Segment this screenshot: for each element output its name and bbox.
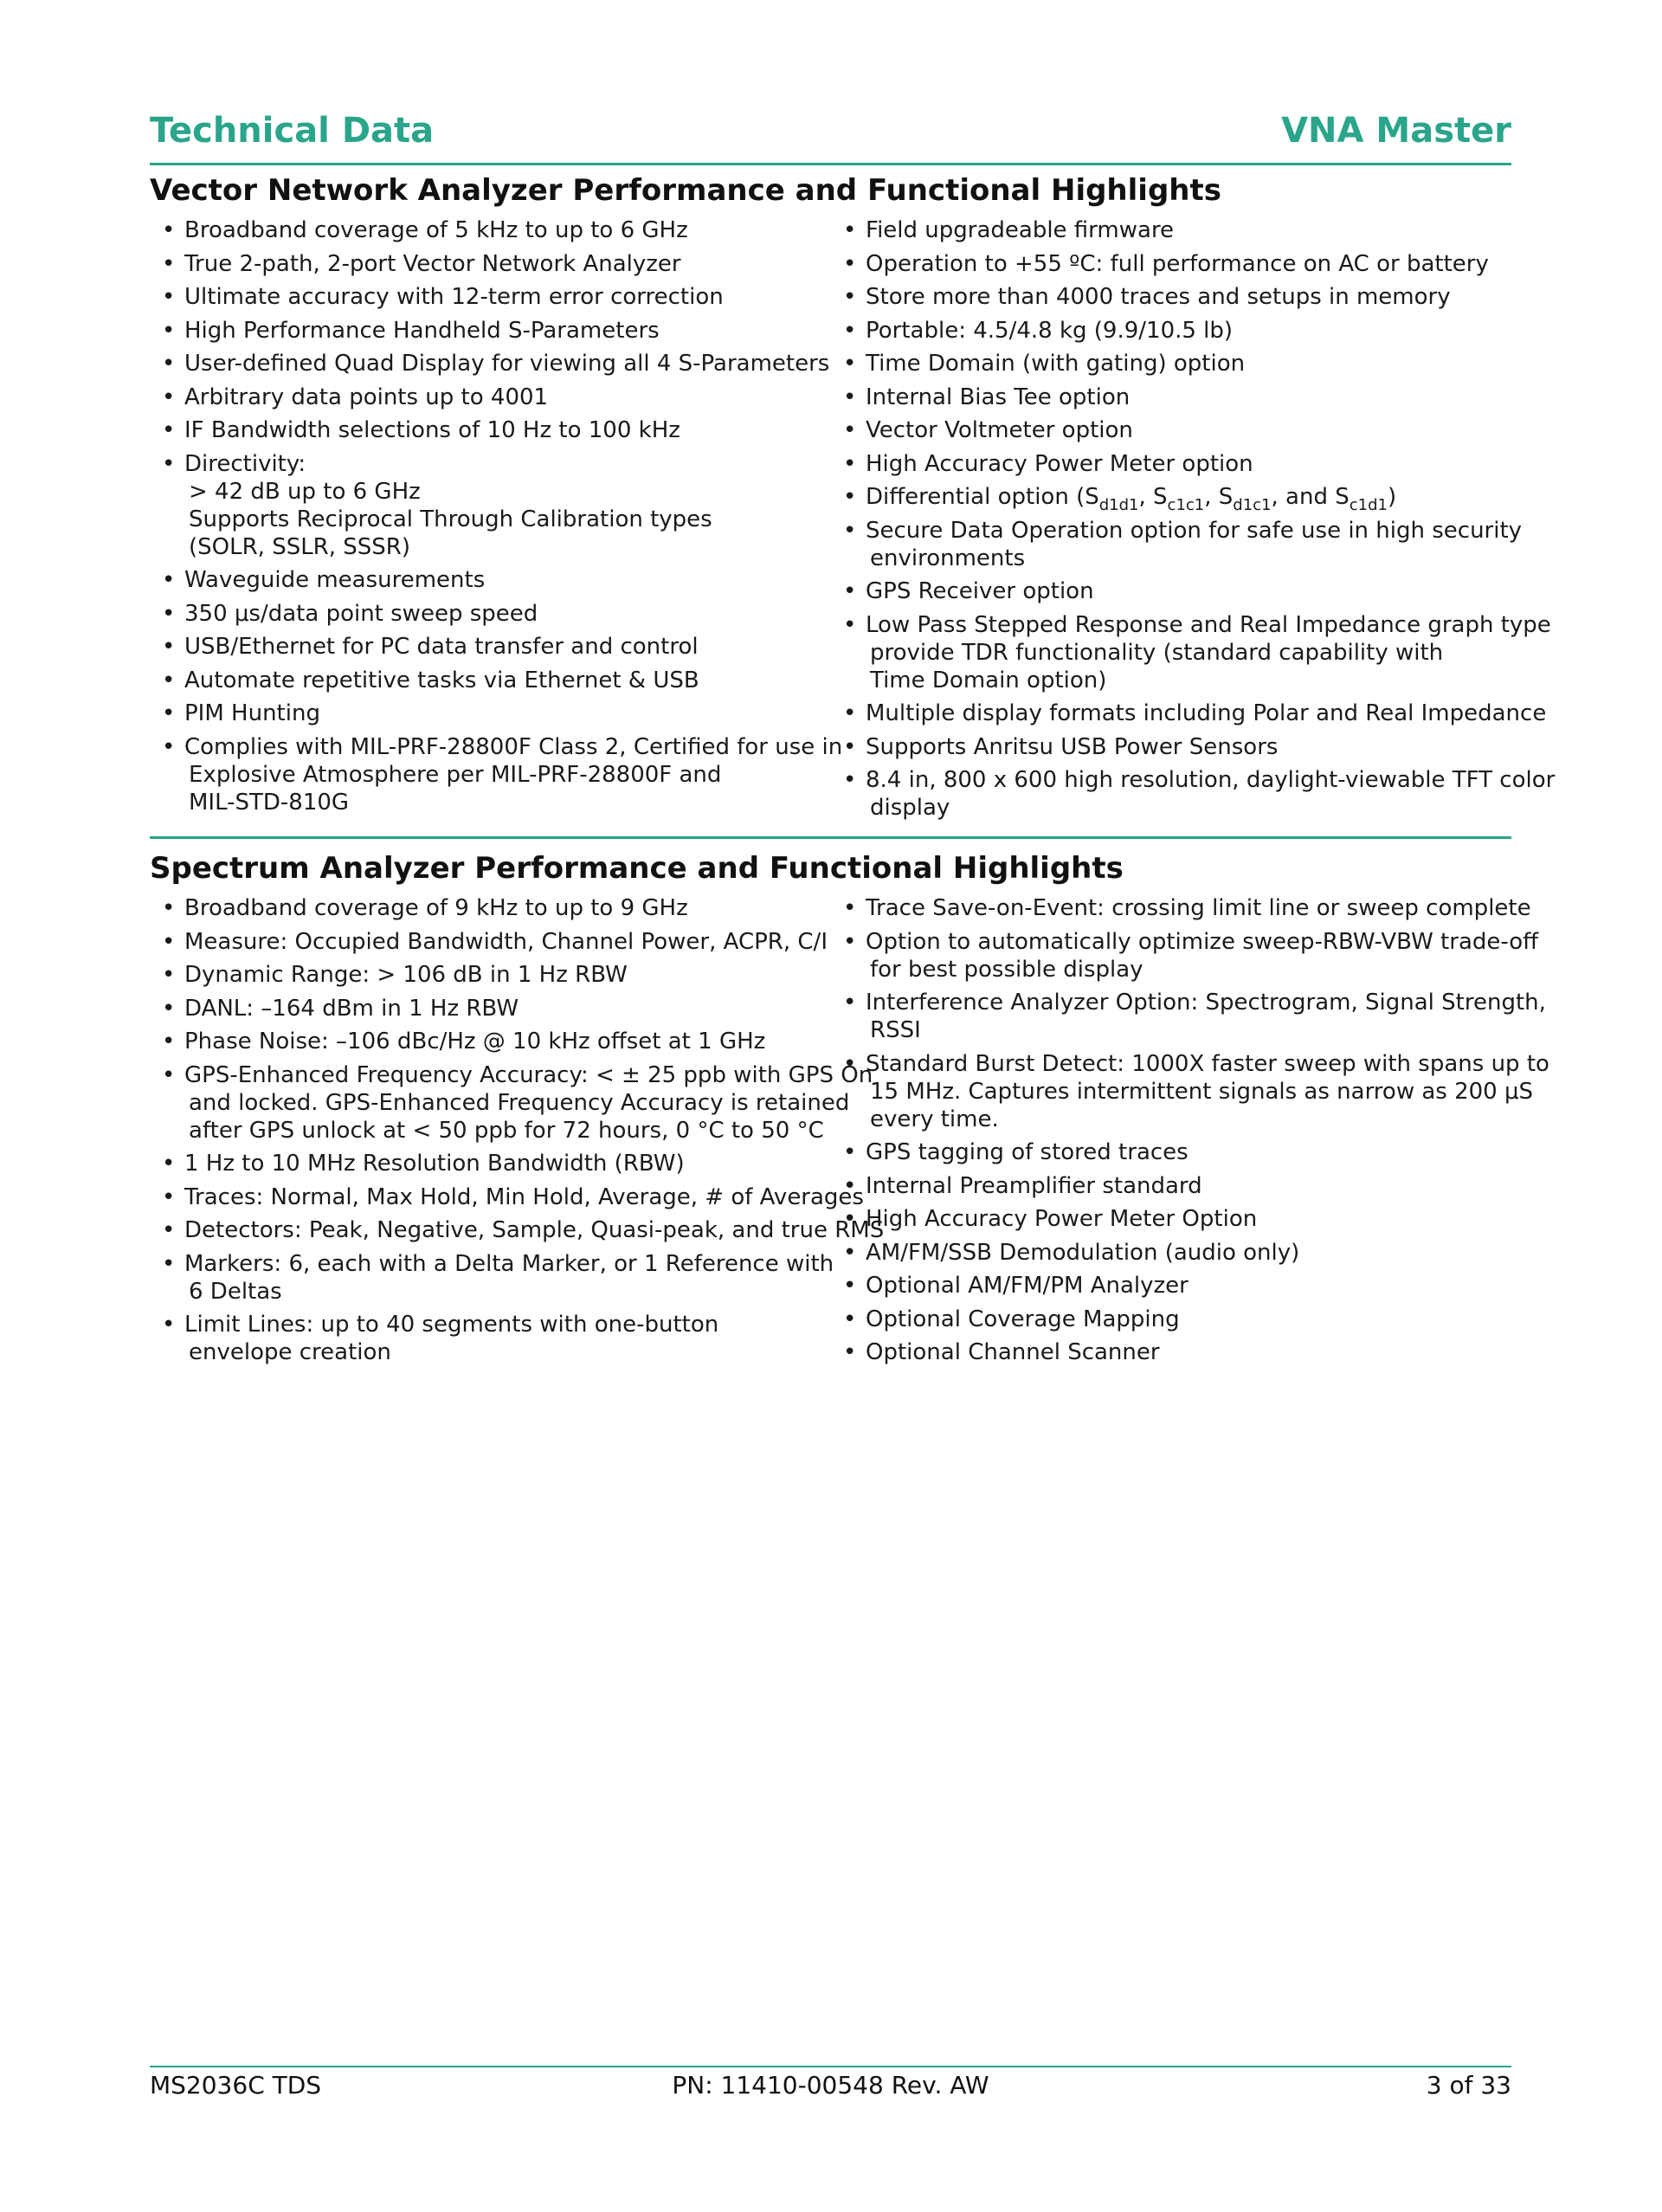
list-item-text: • USB/Ethernet for PC data transfer and control [184, 634, 699, 660]
list-item [157, 928, 828, 956]
list-item-text: • High Accuracy Power Meter Option [866, 1206, 1258, 1232]
list-item [157, 317, 823, 345]
list-item [838, 250, 1522, 278]
list-item [838, 216, 1522, 244]
list-item [157, 1061, 873, 1145]
vna-right-list-b [838, 517, 1556, 822]
list-item-text: • Dynamic Range: > 106 dB in 1 Hz RBW [184, 962, 628, 988]
list-item-text: • 8.4 in, 800 x 600 high resolution, daylight-viewable TFT color [866, 767, 1556, 793]
list-item [157, 894, 823, 922]
list-item [838, 283, 1522, 311]
list-item-text: • High Performance Handheld S-Parameters [184, 317, 660, 344]
list-item-text: • Internal Preamplifier standard [866, 1172, 1202, 1199]
list-item-continuation: MIL-STD-810G [189, 789, 350, 816]
list-item-text: • Markers: 6, each with a Delta Marker, or 1 Reference with [184, 1250, 834, 1277]
sa-left-column [157, 894, 885, 1372]
list-item-text: • Supports Anritsu USB Power Sensors [866, 733, 1279, 760]
s-param-sub: d1d1 [1098, 496, 1139, 514]
list-item [157, 633, 823, 661]
list-item [157, 283, 823, 311]
vna-left-list [157, 216, 843, 816]
list-item-text: • Phase Noise: –106 dBc/Hz @ 10 kHz offset at 1 GHz [184, 1029, 766, 1054]
list-item-text: • Secure Data Operation option for safe use in high security [866, 517, 1523, 544]
list-item [157, 416, 823, 444]
separator: , [1204, 484, 1219, 510]
list-item [838, 450, 1522, 478]
list-item-continuation: Time Domain option) [870, 667, 1107, 693]
list-item-continuation: 15 MHz. Captures intermittent signals as narrow as 200 μS [870, 1078, 1534, 1105]
list-item-text: • Standard Burst Detect: 1000X faster sweep with spans up to [866, 1050, 1549, 1077]
list-item-continuation: Explosive Atmosphere per MIL-PRF-28800F and [189, 761, 722, 788]
list-item-differential [838, 483, 1522, 514]
list-item-continuation: environments [870, 545, 1026, 571]
list-item-text: • Directivity: [184, 450, 306, 477]
s-param-symbol: S [1085, 484, 1099, 510]
differential-suffix: ) [1388, 484, 1397, 510]
list-item [838, 517, 1522, 572]
list-item [838, 928, 1539, 983]
list-item-text: • Arbitrary data points up to 4001 [184, 384, 549, 410]
vna-right-list-a [838, 216, 1522, 478]
list-item [157, 216, 823, 244]
list-item-text: • GPS-Enhanced Frequency Accuracy: < ± 25 ppb with GPS On [184, 1061, 873, 1088]
list-item [838, 1205, 1522, 1233]
list-item-text: • Ultimate accuracy with 12-term error correction [184, 284, 724, 310]
list-item-text: • AM/FM/SSB Demodulation (audio only) [866, 1239, 1300, 1266]
footer-part-number: PN: 11410-00548 Rev. AW [672, 2071, 989, 2099]
s-param-symbol: S [1153, 484, 1168, 510]
list-item [157, 1311, 823, 1366]
list-item [838, 1050, 1549, 1133]
list-item [838, 317, 1522, 345]
list-item-text: • Low Pass Stepped Response and Real Impedance graph type [866, 611, 1551, 638]
s-param-sub: d1c1 [1233, 496, 1272, 514]
list-item-text: • Store more than 4000 traces and setups in memory [866, 284, 1451, 310]
list-item-text: • Option to automatically optimize sweep-RBW-VBW trade-off [866, 928, 1539, 955]
list-item-continuation: display [870, 795, 950, 821]
list-item [838, 766, 1556, 822]
list-item-continuation: after GPS unlock at < 50 ppb for 72 hours, 0 °C to 50 °C [189, 1117, 824, 1144]
list-item [838, 894, 1531, 922]
s-param-sub: c1c1 [1167, 496, 1205, 514]
footer-divider [150, 2066, 1511, 2067]
list-item [838, 1172, 1522, 1200]
vna-left-column [157, 216, 843, 822]
s-param-symbol: S [1335, 484, 1350, 510]
list-item [157, 350, 830, 377]
list-item [157, 961, 823, 989]
list-item-text: • Interference Analyzer Option: Spectrogram, Signal Strength, [866, 990, 1546, 1016]
list-item [157, 667, 823, 694]
list-item-continuation: for best possible display [870, 956, 1143, 983]
list-item [157, 1250, 834, 1306]
list-item-text: • High Accuracy Power Meter option [866, 450, 1253, 477]
list-item-continuation: and locked. GPS-Enhanced Frequency Accuracy is retained [189, 1089, 850, 1116]
page [150, 0, 1556, 2212]
list-item [157, 1216, 885, 1244]
separator: , [1138, 484, 1154, 510]
list-item-text: • Field upgradeable firmware [866, 217, 1175, 243]
list-item-text: • Optional Coverage Mapping [866, 1306, 1180, 1332]
section-divider [150, 836, 1511, 839]
list-item-text: • Waveguide measurements [184, 567, 486, 593]
vna-section-title: Vector Network Analyzer Performance and Functional Highlights [150, 173, 1221, 208]
list-item [157, 450, 823, 561]
list-item [157, 566, 823, 594]
list-item-text: • User-defined Quad Display for viewing all 4 S-Parameters [184, 351, 830, 377]
list-item [838, 611, 1551, 694]
differential-prefix: Differential option ( [866, 484, 1085, 510]
sa-right-list [838, 894, 1549, 1366]
list-item-text: • Broadband coverage of 9 kHz to up to 9 GHz [184, 895, 688, 921]
list-item-continuation: envelope creation [189, 1339, 391, 1365]
list-item-continuation: 6 Deltas [189, 1278, 282, 1305]
list-item [838, 989, 1546, 1044]
list-item [157, 700, 823, 727]
list-item-text: • 1 Hz to 10 MHz Resolution Bandwidth (RBW) [184, 1151, 685, 1177]
list-item-text: • GPS Receiver option [866, 578, 1094, 604]
list-item [838, 1272, 1522, 1299]
list-item-continuation: provide TDR functionality (standard capability with [870, 639, 1444, 666]
list-item [838, 1306, 1522, 1333]
list-item [838, 350, 1522, 377]
list-item-text: • Broadband coverage of 5 kHz to up to 6 GHz [184, 217, 688, 243]
list-item-text: • Vector Voltmeter option [866, 417, 1133, 443]
sa-right-column [838, 894, 1549, 1372]
footer-page-number: 3 of 33 [1426, 2071, 1511, 2099]
list-item-text: • DANL: –164 dBm in 1 Hz RBW [184, 995, 519, 1022]
page-header [150, 104, 1511, 165]
list-item [838, 1138, 1522, 1166]
header-title-left: Technical Data [150, 111, 435, 151]
list-item [838, 1338, 1522, 1366]
list-item-text: • IF Bandwidth selections of 10 Hz to 100 kHz [184, 417, 680, 443]
list-item-text: • Optional Channel Scanner [866, 1339, 1160, 1365]
list-item [838, 1239, 1522, 1267]
list-item [157, 733, 843, 816]
s-param-symbol: S [1218, 484, 1234, 510]
list-item-text: • Complies with MIL-PRF-28800F Class 2, Certified for use in [184, 733, 843, 760]
list-item-text: • True 2-path, 2-port Vector Network Analyzer [184, 250, 681, 277]
list-item-continuation: (SOLR, SSLR, SSSR) [189, 533, 411, 560]
list-item [157, 600, 823, 628]
list-item-text: • Operation to +55 ºC: full performance on AC or battery [866, 250, 1489, 277]
list-item-text: • Portable: 4.5/4.8 kg (9.9/10.5 lb) [866, 317, 1234, 344]
list-item [838, 577, 1522, 605]
list-item-text: • Internal Bias Tee option [866, 384, 1131, 410]
list-item [157, 250, 823, 278]
list-item-text: • Measure: Occupied Bandwidth, Channel Power, ACPR, C/I [184, 928, 828, 955]
list-item-text: • GPS tagging of stored traces [866, 1139, 1189, 1165]
list-item-text: • Automate repetitive tasks via Ethernet & USB [184, 667, 699, 693]
list-item [157, 1183, 864, 1211]
list-item-text: • Multiple display formats including Polar and Real Impedance [866, 700, 1547, 726]
header-title-right: VNA Master [1281, 111, 1511, 151]
list-item [157, 995, 823, 1022]
list-item-text: • PIM Hunting [184, 700, 320, 726]
list-item-continuation: > 42 dB up to 6 GHz [189, 478, 421, 505]
list-item [157, 384, 823, 411]
list-item-text: • Detectors: Peak, Negative, Sample, Quasi-peak, and true RMS [184, 1217, 885, 1243]
list-item [838, 733, 1522, 761]
list-item-text: • Time Domain (with gating) option [866, 351, 1246, 377]
vna-differential-list [838, 483, 1522, 514]
list-item [157, 1028, 823, 1055]
list-item [157, 1150, 823, 1177]
list-item-text: • Limit Lines: up to 40 segments with one-button [184, 1312, 719, 1338]
list-item-text: • Traces: Normal, Max Hold, Min Hold, Average, # of Averages [184, 1183, 864, 1210]
s-param-sub: c1d1 [1349, 496, 1388, 514]
list-item-text: • Optional AM/FM/PM Analyzer [866, 1273, 1189, 1299]
footer-doc-id: MS2036C TDS [150, 2071, 322, 2099]
list-item-continuation: every time. [870, 1106, 999, 1132]
list-item [838, 416, 1522, 444]
list-item [838, 700, 1547, 727]
list-item-text: • Trace Save-on-Event: crossing limit line or sweep complete [866, 895, 1531, 921]
separator-and: , and [1271, 484, 1336, 510]
list-item-continuation: RSSI [870, 1017, 921, 1043]
sa-left-list [157, 894, 885, 1366]
list-item-text: • 350 μs/data point sweep speed [184, 600, 538, 627]
list-item-continuation: Supports Reciprocal Through Calibration types [189, 506, 712, 532]
sa-section-title: Spectrum Analyzer Performance and Functional Highlights [150, 851, 1124, 886]
list-item [838, 384, 1522, 411]
vna-right-column [838, 216, 1556, 828]
